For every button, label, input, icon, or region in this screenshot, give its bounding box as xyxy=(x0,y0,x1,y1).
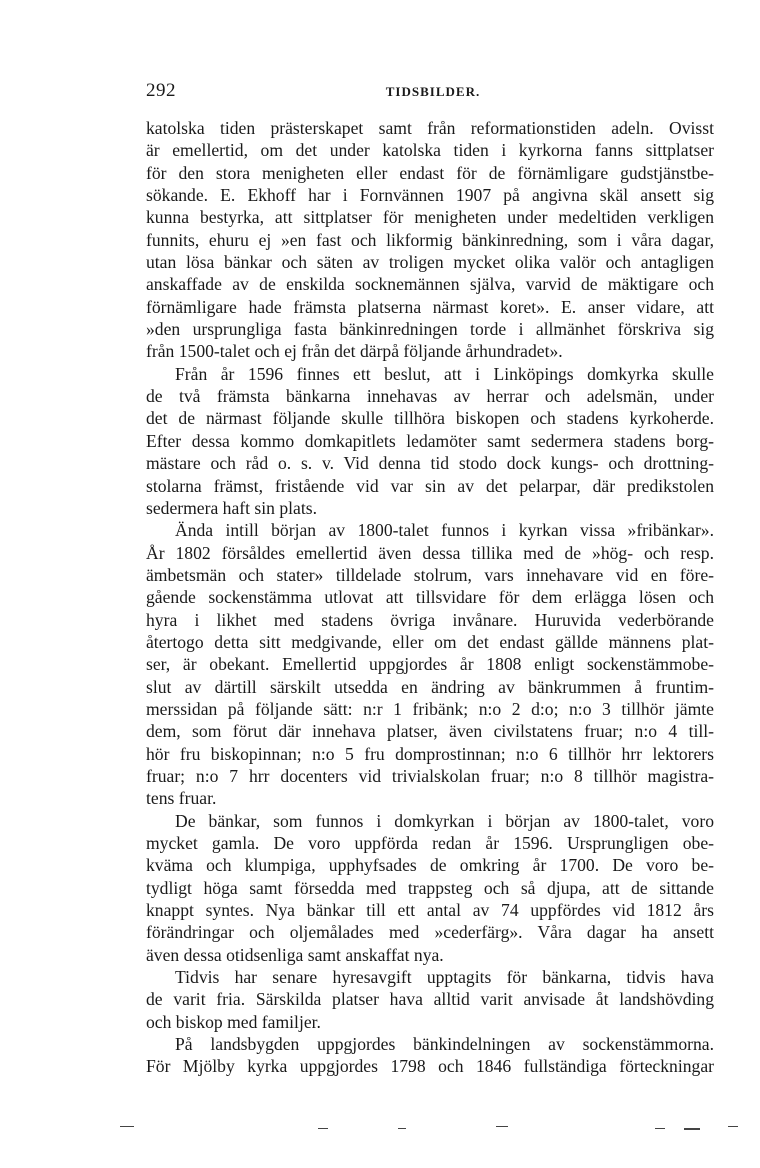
text-line: dem, som förut där innehava platser, även civilstatens fruar; n:o 4 till- xyxy=(146,721,714,742)
text-line: ser, är obekant. Emellertid uppgjordes år 1808 enligt sockenstämmobe- xyxy=(146,654,714,675)
text-line: gående sockenstämma utlovat att tillsvidare för dem erlägga lösen och xyxy=(146,587,714,608)
text-line: hyra i likhet med stadens övriga invånare. Huruvida vederbörande xyxy=(146,609,714,630)
text-line: och biskop med familjer. xyxy=(146,1011,321,1032)
text-line: anskaffade av de enskilda socknemännen själva, varvid de mäktigare och xyxy=(146,274,714,295)
text-line: förnämligare hade främsta platserna närmast koret». E. anser vidare, att xyxy=(146,296,714,317)
text-line: stolarna främst, fristående vid var sin av det pelarpar, där predikstolen xyxy=(146,475,714,496)
text-line: även dessa otidsenliga samt anskaffat nya. xyxy=(146,944,444,965)
text-line: tens fruar. xyxy=(146,788,217,809)
text-line: katolska tiden prästerskapet samt från reformationstiden adeln. Ovisst xyxy=(146,118,714,138)
text-line: kväma och klumpiga, upphyfsades de omkring år 1700. De voro be- xyxy=(146,855,714,876)
running-head: TIDSBILDER. xyxy=(385,84,481,99)
text-line: »den ursprungliga fasta bänkinredningen torde i allmänhet förskriva sig xyxy=(146,319,714,340)
text-line: kunna bestyrka, att sittplatser för menigheten under medeltiden verkligen xyxy=(146,207,714,228)
text-line: från 1500-talet och ej från det därpå följande århundradet». xyxy=(146,341,563,362)
text-line: för den stora menigheten eller endast för de förnämligare gudstjänstbe- xyxy=(146,162,714,183)
text-line: Från år 1596 finnes ett beslut, att i Linköpings domkyrka skulle xyxy=(175,363,714,384)
scan-margin-marks xyxy=(0,1120,760,1140)
text-line: År 1802 försåldes emellertid även dessa tillika med de »hög- och resp. xyxy=(146,542,714,563)
text-line: tydligt höga samt försedda med trappsteg och så djupa, att de sittande xyxy=(146,877,714,898)
text-line: utan lösa bänkar och säten av troligen mycket olika valör och antagligen xyxy=(146,252,714,273)
page-header xyxy=(146,80,720,104)
text-line: knappt syntes. Nya bänkar till ett antal av 74 uppfördes vid 1812 års xyxy=(146,900,714,921)
text-line: är emellertid, om det under katolska tiden i kyrkorna fanns sittplatser xyxy=(146,140,714,161)
text-line: mästare och råd o. s. v. Vid denna tid stodo dock kungs- och drottning- xyxy=(146,453,714,474)
text-line: de varit fria. Särskilda platser hava alltid varit anvisade åt landshövding xyxy=(146,989,714,1010)
text-line: hör fru biskopinnan; n:o 5 fru domprostinnan; n:o 6 tillhör hrr lektorers xyxy=(146,743,714,764)
text-line: Efter dessa kommo domkapitlets ledamöter samt sedermera stadens borg- xyxy=(146,430,714,451)
text-line: funnits, ehuru ej »en fast och likformig bänkinredning, som i våra dagar, xyxy=(146,229,714,250)
text-line: mycket gamla. De voro uppförda redan år 1596. Ursprungligen obe- xyxy=(146,833,714,853)
text-line: För Mjölby kyrka uppgjordes 1798 och 1846 fullständiga förteckningar xyxy=(146,1056,714,1077)
text-line: slut av därtill särskilt utsedda en ändring av bänkrummen å fruntim- xyxy=(146,676,714,697)
text-line: merssidan på följande sätt: n:r 1 fribänk; n:o 2 d:o; n:o 3 tillhör jämte xyxy=(146,698,714,719)
text-line: sedermera haft sin plats. xyxy=(146,497,317,518)
text-line: sökande. E. Ekhoff har i Fornvännen 1907 på angivna skäl ansett sig xyxy=(146,185,714,206)
text-line: Tidvis har senare hyresavgift upptagits för bänkarna, tidvis hava xyxy=(175,967,714,988)
text-line: Ända intill början av 1800-talet funnos i kyrkan vissa »fribänkar». xyxy=(175,520,714,541)
text-line: ämbetsmän och stater» tilldelade stolrum, vars innehavare vid en före- xyxy=(146,564,714,585)
page-number: 292 xyxy=(146,80,176,101)
text-line: De bänkar, som funnos i domkyrkan i början av 1800-talet, voro xyxy=(175,810,714,831)
text-line: På landsbygden uppgjordes bänkindelningen av sockenstämmorna. xyxy=(175,1034,714,1055)
text-line: det de närmast följande skulle tillhöra biskopen och stadens kyrkoherde. xyxy=(146,408,714,429)
text-line: fruar; n:o 7 hrr docenters vid trivialskolan fruar; n:o 8 tillhör magistra- xyxy=(146,765,714,786)
text-line: återtogo detta sitt medgivande, eller om det endast gällde männens plat- xyxy=(146,631,714,652)
text-line: förändringar och oljemålades med »cederfärg». Våra dagar ha ansett xyxy=(146,922,714,943)
body-text xyxy=(146,117,714,1078)
text-line: de två främsta bänkarna innehavas av herrar och adelsmän, under xyxy=(146,386,714,407)
